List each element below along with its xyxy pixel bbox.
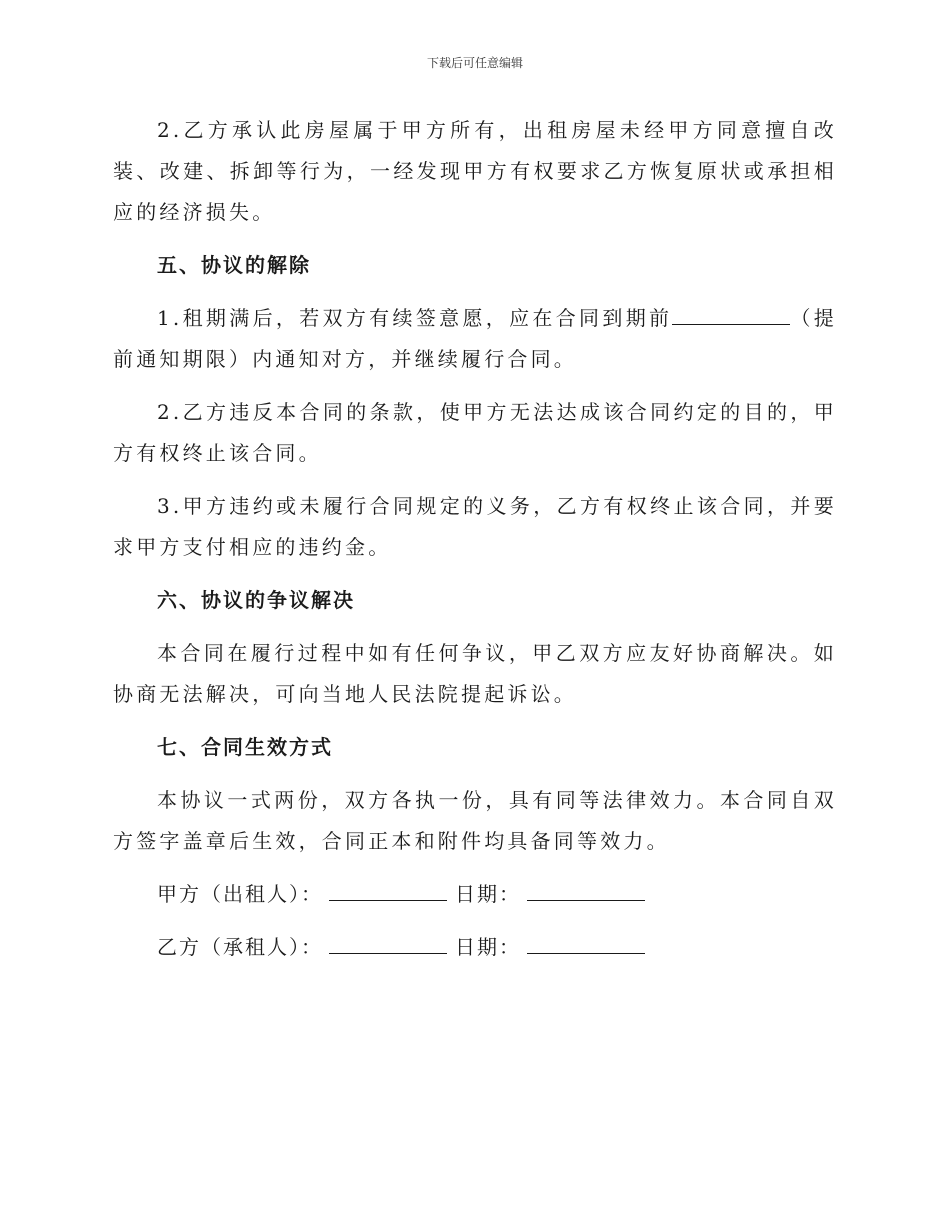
party-b-signature-blank[interactable] — [329, 931, 447, 954]
paragraph-5-1-text-a: 1.租期满后，若双方有续签意愿，应在合同到期前 — [157, 306, 673, 330]
party-b-label: 乙方（承租人）： — [157, 935, 323, 959]
section-heading-6: 六、协议的争议解决 — [157, 588, 355, 612]
paragraph-5-3: 3.甲方违约或未履行合同规定的义务，乙方有权终止该合同，并要求甲方支付相应的违约金。 — [113, 494, 837, 559]
party-a-date-label: 日期： — [455, 882, 521, 906]
section-heading-7: 七、合同生效方式 — [157, 735, 333, 759]
paragraph-5-1-text-b: （提前通知期限）内通知对方，并继续履行合同。 — [113, 306, 838, 371]
paragraph-4-2: 2.乙方承认此房屋属于甲方所有，出租房屋未经甲方同意擅自改装、改建、拆卸等行为，一经发现甲方有权要求乙方恢复原状或承担相应的经济损失。 — [113, 118, 837, 224]
paragraph-6: 本合同在履行过程中如有任何争议，甲乙双方应友好协商解决。如协商无法解决，可向当地人民法院提起诉讼。 — [113, 641, 837, 706]
paragraph-5-1 — [113, 298, 837, 380]
party-a-label: 甲方（出租人）： — [157, 882, 323, 906]
party-a-signature-blank[interactable] — [329, 878, 447, 901]
signature-line-party-b — [113, 927, 837, 968]
signature-line-party-a — [113, 874, 837, 915]
paragraph-5-2: 2.乙方违反本合同的条款，使甲方无法达成该合同约定的目的，甲方有权终止该合同。 — [113, 400, 837, 465]
page-header: 下载后可任意编辑 — [426, 56, 523, 70]
party-b-date-label: 日期： — [455, 935, 521, 959]
party-b-date-blank[interactable] — [527, 931, 645, 954]
section-heading-5: 五、协议的解除 — [157, 253, 311, 277]
party-a-date-blank[interactable] — [527, 878, 645, 901]
notice-period-blank[interactable] — [672, 302, 790, 325]
document-body — [113, 110, 837, 980]
paragraph-7: 本协议一式两份，双方各执一份，具有同等法律效力。本合同自双方签字盖章后生效，合同正本和附件均具备同等效力。 — [113, 788, 837, 853]
